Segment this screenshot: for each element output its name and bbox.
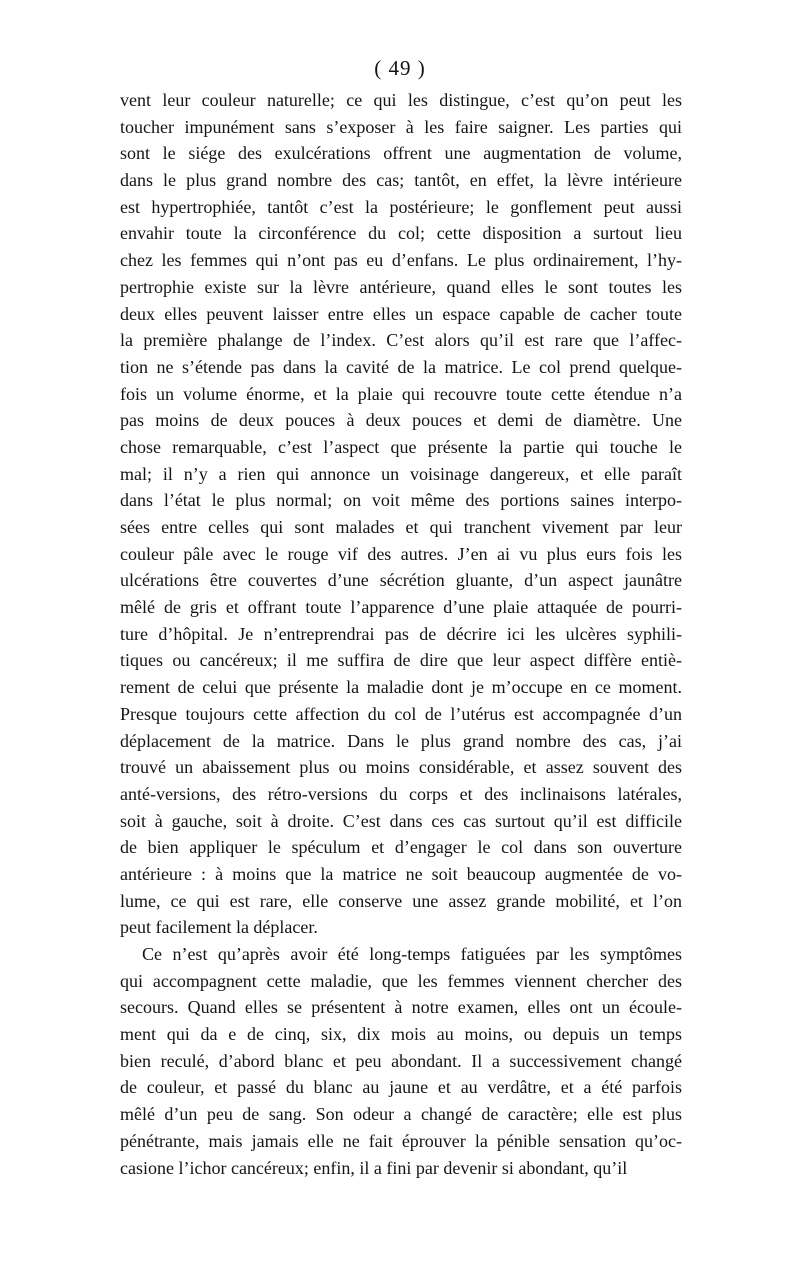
text-line: vent leur couleur naturelle; ce qui les distingue, c’est qu’on peut les xyxy=(120,90,682,110)
text-line: soit à gauche, soit à droite. C’est dans ces cas surtout qu’il est difficile xyxy=(120,810,682,831)
text-line: Ce n’est qu’après avoir été long-temps fatiguées par les symptômes xyxy=(142,944,682,964)
text-line: secours. Quand elles se présentent à notre examen, elles ont un écoule- xyxy=(120,997,682,1018)
text-line: sées entre celles qui sont malades et qui tranchent vivement par leur xyxy=(120,517,682,537)
text-line: pénétrante, mais jamais elle ne fait éprouver la pénible sensation qu’oc- xyxy=(120,1130,682,1151)
page-number: ( 49 ) xyxy=(374,56,426,80)
text-line: de bien appliquer le spéculum et d’engager le col dans son ouverture xyxy=(120,837,682,858)
text-line: tiques ou cancéreux; il me suffira de dire que leur aspect diffère entiè- xyxy=(120,650,682,671)
text-line: fois un volume énorme, et la plaie qui recouvre toute cette étendue n’a xyxy=(120,383,682,404)
text-line: qui accompagnent cette maladie, que les femmes viennent chercher des xyxy=(120,970,682,991)
text-line: pas moins de deux pouces à deux pouces et demi de diamètre. Une xyxy=(120,410,682,431)
paragraph-2 xyxy=(120,941,682,1181)
text-line: casione l’ichor cancéreux; enfin, il a fini par devenir si abondant, qu’il xyxy=(120,1157,628,1178)
text-line: chose remarquable, c’est l’aspect que présente la partie qui touche le xyxy=(120,436,682,457)
text-line: est hypertrophiée, tantôt c’est la postérieure; le gonflement peut aussi xyxy=(120,196,682,217)
text-line: dans le plus grand nombre des cas; tantôt, en effet, la lèvre intérieure xyxy=(120,170,682,191)
text-line: anté-versions, des rétro-versions du corps et des inclinaisons latérales, xyxy=(120,783,682,804)
text-line: la première phalange de l’index. C’est alors qu’il est rare que l’affec- xyxy=(120,330,682,351)
text-line: mêlé de gris et offrant toute l’apparence d’une plaie attaquée de pourri- xyxy=(120,597,682,618)
text-line: antérieure : à moins que la matrice ne soit beaucoup augmentée de vo- xyxy=(120,863,682,884)
text-line: déplacement de la matrice. Dans le plus grand nombre des cas, j’ai xyxy=(120,730,682,751)
text-line: tion ne s’étende pas dans la cavité de la matrice. Le col prend quelque- xyxy=(120,356,682,377)
text-line: mal; il n’y a rien qui annonce un voisinage dangereux, et elle paraît xyxy=(120,463,682,484)
text-line: sont le siége des exulcérations offrent une augmentation de volume, xyxy=(120,143,682,164)
text-line: bien reculé, d’abord blanc et peu abondant. Il a successivement changé xyxy=(120,1050,682,1071)
text-line: deux elles peuvent laisser entre elles un espace capable de cacher toute xyxy=(120,303,682,324)
text-line: trouvé un abaissement plus ou moins considérable, et assez souvent des xyxy=(120,757,682,778)
text-line: envahir toute la circonférence du col; cette disposition a surtout lieu xyxy=(120,223,682,244)
text-line: de couleur, et passé du blanc au jaune et au verdâtre, et a été parfois xyxy=(120,1077,682,1098)
text-line: chez les femmes qui n’ont pas eu d’enfans. Le plus ordinairement, l’hy- xyxy=(120,250,682,271)
body-text xyxy=(120,87,682,1181)
paragraph-1 xyxy=(120,87,682,941)
text-line: pertrophie existe sur la lèvre antérieure, quand elles le sont toutes les xyxy=(120,276,682,297)
text-line: lume, ce qui est rare, elle conserve une assez grande mobilité, et l’on xyxy=(120,890,682,911)
text-line: Presque toujours cette affection du col de l’utérus est accompagnée d’un xyxy=(120,703,682,724)
text-line: rement de celui que présente la maladie dont je m’occupe en ce moment. xyxy=(120,677,682,698)
text-line: ment qui da e de cinq, six, dix mois au moins, ou depuis un temps xyxy=(120,1024,682,1045)
text-line: dans l’état le plus normal; on voit même des portions saines interpo- xyxy=(120,490,682,511)
text-line: ulcérations être couvertes d’une sécrétion gluante, d’un aspect jaunâtre xyxy=(120,570,682,591)
text-line: mêlé d’un peu de sang. Son odeur a changé de caractère; elle est plus xyxy=(120,1104,682,1125)
text-line: couleur pâle avec le rouge vif des autres. J’en ai vu plus eurs fois les xyxy=(120,543,682,564)
text-line: ture d’hôpital. Je n’entreprendrai pas de décrire ici les ulcères syphili- xyxy=(120,623,682,644)
text-line: toucher impunément sans s’exposer à les faire saigner. Les parties qui xyxy=(120,116,682,137)
text-line: peut facilement la déplacer. xyxy=(120,917,318,938)
